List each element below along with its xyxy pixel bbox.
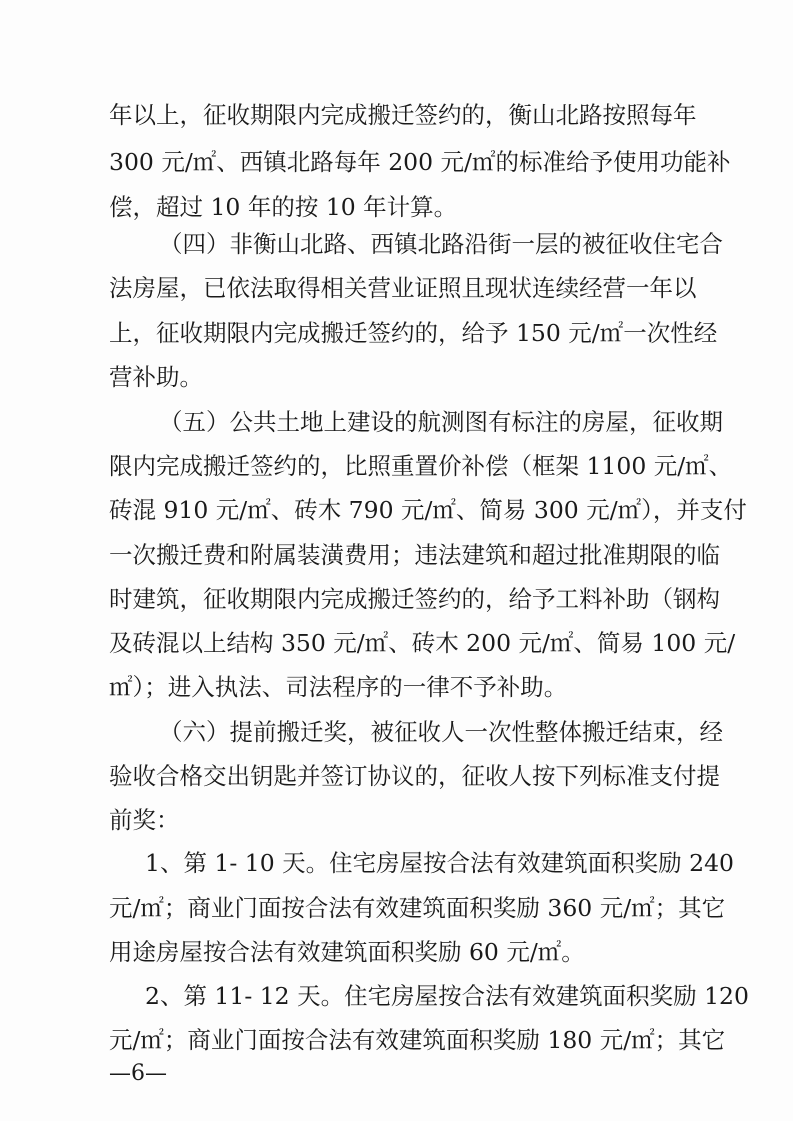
paragraph-line: 一次搬迁费和附属装潢费用；违法建筑和超过批准期限的临 <box>109 541 720 569</box>
paragraph-line: 元/㎡；商业门面按合法有效建筑面积奖励 180 元/㎡；其它 <box>109 1026 726 1054</box>
paragraph-line: （六）提前搬迁奖，被征收人一次性整体搬迁结束，经 <box>159 718 723 746</box>
paragraph-line: 法房屋，已依法取得相关营业证照且现状连续经营一年以 <box>109 274 697 302</box>
paragraph-line: 2、第 11- 12 天。住宅房屋按合法有效建筑面积奖励 120 <box>145 982 749 1010</box>
paragraph-line: ㎡）；进入执法、司法程序的一律不予补助。 <box>109 673 568 701</box>
paragraph-line: 年以上，征收期限内完成搬迁签约的，衡山北路按照每年 <box>109 101 697 129</box>
paragraph-line: 营补助。 <box>109 363 203 391</box>
paragraph-line: 300 元/㎡、西镇北路每年 200 元/㎡的标准给予使用功能补 <box>109 148 731 176</box>
paragraph-line: 验收合格交出钥匙并签订协议的，征收人按下列标准支付提 <box>109 762 720 790</box>
paragraph-line: （四）非衡山北路、西镇北路沿街一层的被征收住宅合 <box>159 230 723 258</box>
paragraph-line: 偿，超过 10 年的按 10 年计算。 <box>109 193 458 221</box>
paragraph-line: 前奖： <box>109 806 180 834</box>
paragraph-line: 上，征收期限内完成搬迁签约的，给予 150 元/㎡一次性经 <box>109 319 718 347</box>
page-number: —6— <box>109 1061 167 1086</box>
paragraph-line: （五）公共土地上建设的航测图有标注的房屋，征收期 <box>159 408 723 436</box>
paragraph-line: 用途房屋按合法有效建筑面积奖励 60 元/㎡。 <box>109 938 585 966</box>
paragraph-line: 限内完成搬迁签约的，比照重置价补偿（框架 1100 元/㎡、 <box>109 452 733 480</box>
paragraph-line: 及砖混以上结构 350 元/㎡、砖木 200 元/㎡、简易 100 元/ <box>109 629 736 657</box>
paragraph-line: 1、第 1- 10 天。住宅房屋按合法有效建筑面积奖励 240 <box>145 849 734 877</box>
paragraph-line: 砖混 910 元/㎡、砖木 790 元/㎡、简易 300 元/㎡），并支付 <box>109 496 747 524</box>
paragraph-line: 时建筑，征收期限内完成搬迁签约的，给予工料补助（钢构 <box>109 585 720 613</box>
paragraph-line: 元/㎡；商业门面按合法有效建筑面积奖励 360 元/㎡；其它 <box>109 894 726 922</box>
